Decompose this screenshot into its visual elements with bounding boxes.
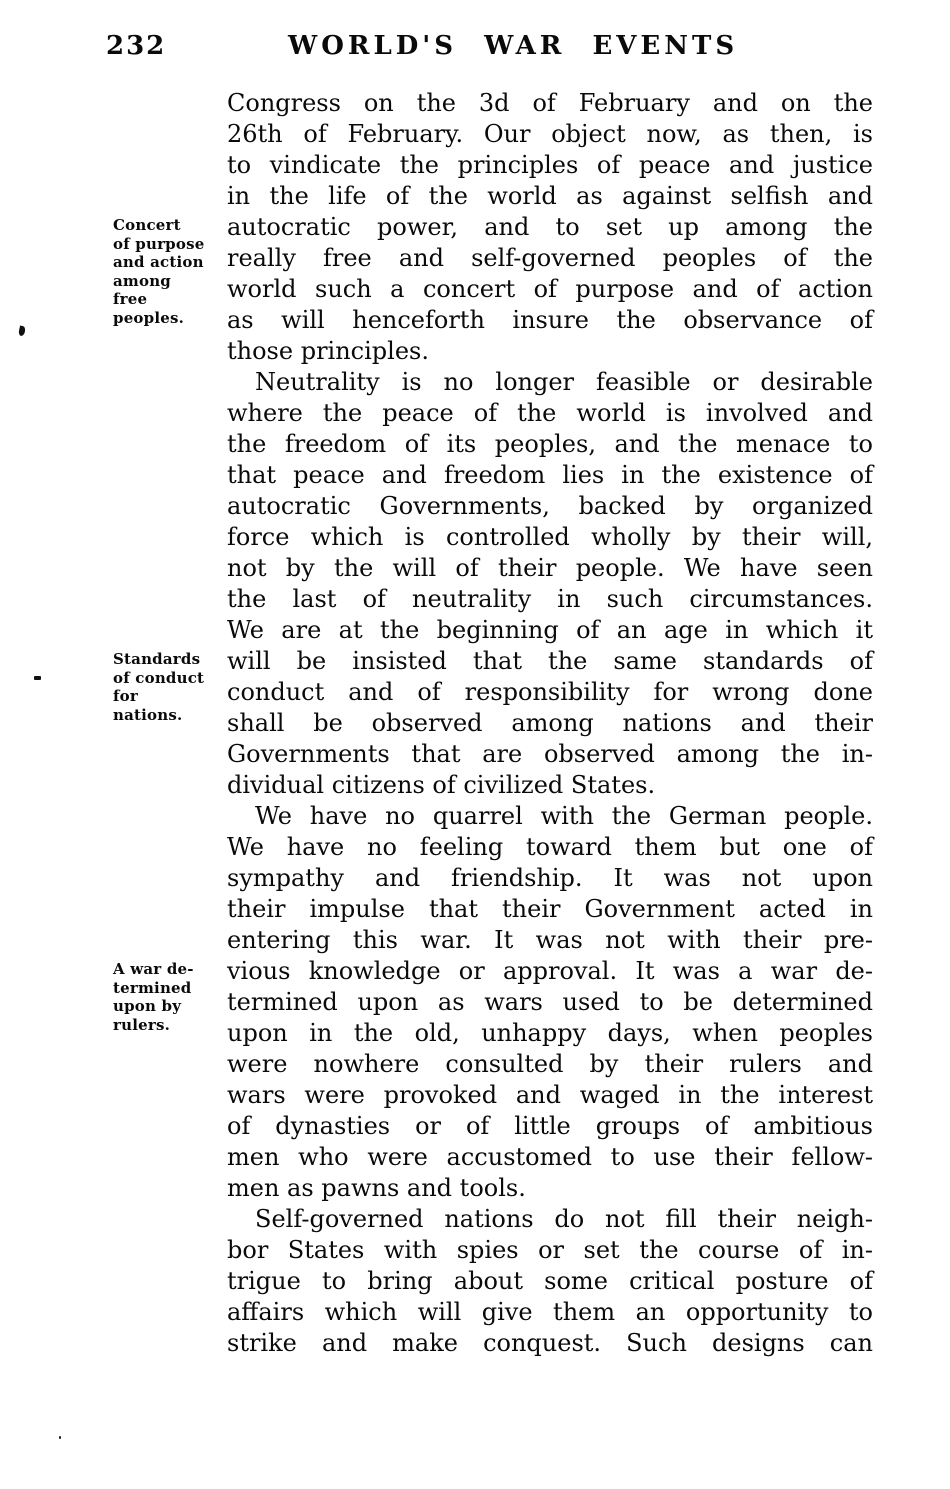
- text-line: those principles.: [227, 337, 429, 365]
- text-line: 26th of February. Our object now, as then, is: [227, 120, 873, 148]
- ink-speck: [18, 325, 26, 336]
- margin-note-line: peoples.: [113, 308, 185, 327]
- text-line: conduct and of responsibility for wrong done: [227, 678, 873, 706]
- margin-note-line: rulers.: [113, 1015, 171, 1034]
- margin-note-line: Standards: [113, 650, 201, 668]
- text-line: affairs which will give them an opportunity to: [227, 1298, 873, 1326]
- text-line: of dynasties or of little groups of ambitious: [227, 1112, 873, 1140]
- text-line: entering this war. It was not with their pre-: [227, 926, 873, 954]
- text-line: men who were accustomed to use their fellow-: [227, 1143, 873, 1171]
- text-line: shall be observed among nations and their: [227, 709, 873, 737]
- text-line: We have no quarrel with the German people.: [255, 802, 873, 830]
- margin-note-line: upon by: [113, 997, 182, 1015]
- margin-note-line: Concert: [113, 216, 181, 234]
- margin-note-line: and action: [113, 253, 204, 271]
- text-line: upon in the old, unhappy days, when peoples: [227, 1019, 873, 1047]
- text-line: the freedom of its peoples, and the menace to: [227, 430, 873, 458]
- text-line: vious knowledge or approval. It was a war de-: [227, 957, 873, 985]
- text-line: that peace and freedom lies in the existence of: [227, 461, 873, 489]
- margin-note-concert-of-purpose: [113, 216, 223, 327]
- margin-note-line: for: [113, 687, 138, 705]
- text-line: as will henceforth insure the observance of: [227, 306, 873, 334]
- text-line: were nowhere consulted by their rulers and: [227, 1050, 873, 1078]
- text-line: the last of neutrality in such circumstances.: [227, 585, 873, 613]
- text-line: bor States with spies or set the course of in-: [227, 1236, 873, 1264]
- text-line: We are at the beginning of an age in which it: [227, 616, 873, 644]
- text-line: Governments that are observed among the in-: [227, 740, 873, 768]
- text-line: wars were provoked and waged in the interest: [227, 1081, 873, 1109]
- text-line: where the peace of the world is involved and: [227, 399, 873, 427]
- text-line: dividual citizens of civilized States.: [227, 771, 656, 799]
- text-line: termined upon as wars used to be determined: [227, 988, 873, 1016]
- text-line: autocratic power, and to set up among the: [227, 213, 873, 241]
- text-line: We have no feeling toward them but one of: [227, 833, 873, 861]
- text-line: autocratic Governments, backed by organized: [227, 492, 873, 520]
- text-line: will be insisted that the same standards of: [227, 647, 873, 675]
- text-line: men as pawns and tools.: [227, 1174, 526, 1202]
- body-text: [227, 88, 873, 1359]
- text-line: not by the will of their people. We have seen: [227, 554, 873, 582]
- ink-speck: [34, 676, 41, 680]
- margin-note-line: A war de-: [113, 960, 194, 978]
- text-line: to vindicate the principles of peace and justice: [227, 151, 873, 179]
- margin-note-line: of purpose: [113, 234, 205, 253]
- running-title: WORLD'S WAR EVENTS: [288, 31, 739, 61]
- text-line: really free and self-governed peoples of the: [227, 244, 873, 272]
- margin-note-line: among: [113, 271, 171, 290]
- margin-note-line: of conduct: [113, 668, 205, 687]
- text-line: trigue to bring about some critical posture of: [227, 1267, 873, 1295]
- margin-note-line: termined: [113, 978, 192, 997]
- text-line: strike and make conquest. Such designs can: [227, 1329, 873, 1357]
- margin-note-line: free: [113, 290, 148, 308]
- page-number: 232: [106, 31, 167, 61]
- text-line: sympathy and friendship. It was not upon: [227, 864, 873, 892]
- text-line: their impulse that their Government acted in: [227, 895, 873, 923]
- text-line: in the life of the world as against selfish and: [227, 182, 873, 210]
- text-line: Neutrality is no longer feasible or desirable: [255, 368, 873, 396]
- margin-note-line: nations.: [113, 705, 183, 724]
- margin-note-standards-of-conduct: [113, 650, 223, 724]
- ink-speck: [59, 1436, 61, 1439]
- text-line: force which is controlled wholly by their will,: [227, 523, 873, 551]
- margin-note-war-determined-by-rulers: [113, 960, 223, 1034]
- text-line: Self-governed nations do not fill their neigh-: [255, 1205, 873, 1233]
- text-line: Congress on the 3d of February and on the: [227, 89, 873, 117]
- text-line: world such a concert of purpose and of action: [227, 275, 873, 303]
